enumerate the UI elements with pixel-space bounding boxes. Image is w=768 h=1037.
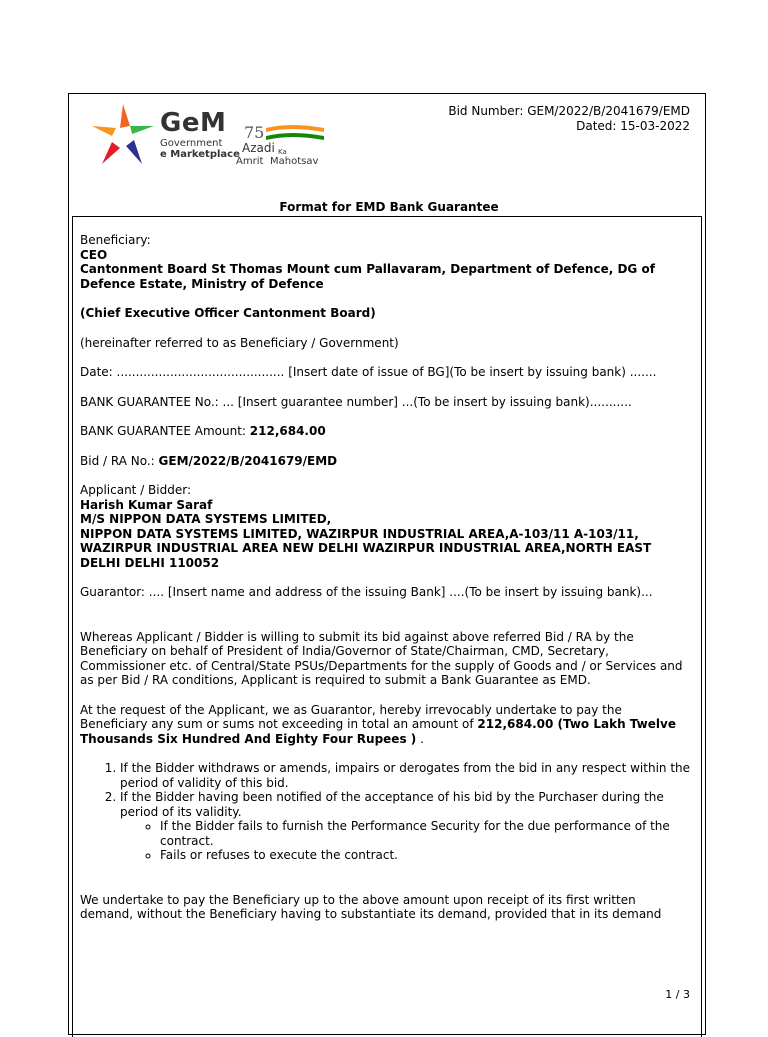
condition-item: 1. If the Bidder withdraws or amends, impairs or derogates from the bid in any respect within the period of validity of this bid. bbox=[120, 761, 692, 790]
azadi-logo-mahotsav: Mahotsav bbox=[270, 156, 319, 167]
bg-amount-value: 212,684.00 bbox=[249, 424, 326, 438]
bid-ra-line bbox=[80, 454, 692, 469]
whereas-paragraph: Whereas Applicant / Bidder is willing to submit its bid against above referred Bid / RA by the Beneficiary on behalf of President of India/Governor of State/Chairman, CMD, Secretary, Commissioner etc. of Central/State PSUs/Departments for the supply of Goods and / or Services and as per Bid / RA conditions, Applicant is required to submit a Bank Guarantee as EMD. bbox=[80, 629, 683, 687]
bg-amount-line bbox=[80, 424, 692, 439]
beneficiary-label: Beneficiary: bbox=[80, 233, 151, 247]
document-body bbox=[80, 233, 692, 937]
undertake-paragraph: We undertake to pay the Beneficiary up to the above amount upon receipt of its first written demand, without the Beneficiary having to substantiate its demand, provided that in its demand bbox=[80, 892, 662, 921]
bg-number-line: BANK GUARANTEE No.: ... [Insert guarantee number] ...(To be insert by issuing bank)........... bbox=[80, 394, 632, 409]
sub-condition-item: ◦ If the Bidder fails to furnish the Performance Security for the due performance of the contract. bbox=[160, 819, 692, 848]
bid-info bbox=[448, 104, 690, 134]
applicant-label: Applicant / Bidder: bbox=[80, 483, 191, 497]
conditions-list bbox=[80, 761, 692, 863]
bg-amount-label: BANK GUARANTEE Amount: bbox=[80, 424, 250, 438]
request-end: . bbox=[416, 731, 424, 746]
beneficiary-address: Cantonment Board St Thomas Mount cum Pallavaram, Department of Defence, DG of Defence Estate, Ministry of Defence bbox=[80, 262, 655, 291]
azadi-logo-ka: Ka bbox=[278, 148, 287, 156]
request-amount: 212,684.00 (Two Lakh Twelve Thousands Six Hundred And Eighty Four Rupees ) bbox=[80, 717, 676, 746]
document-title: Format for EMD Bank Guarantee bbox=[279, 200, 499, 214]
beneficiary-block bbox=[80, 233, 692, 291]
applicant-block bbox=[80, 483, 692, 570]
guarantor-line: Guarantor: .... [Insert name and address of the issuing Bank] ....(To be insert by issuing bank)... bbox=[80, 585, 653, 599]
azadi-logo-75: 75 bbox=[244, 123, 265, 142]
bid-ra-value: GEM/2022/B/2041679/EMD bbox=[158, 453, 338, 468]
page-number: 1 / 3 bbox=[665, 988, 690, 1001]
azadi-logo-amrit: Amrit bbox=[236, 156, 264, 167]
gem-logo bbox=[90, 102, 350, 170]
azadi-logo-azadi: Azadi bbox=[242, 141, 275, 155]
sub-condition-item: ◦ Fails or refuses to execute the contract. bbox=[160, 848, 692, 863]
gem-star-icon bbox=[90, 102, 156, 168]
azadi-ka-amrit-mahotsav-logo bbox=[236, 120, 336, 170]
bid-number: Bid Number: GEM/2022/B/2041679/EMD bbox=[448, 104, 690, 118]
date-line: Date: ............................................ [Insert date of issue of BG](To be insert by issuing bank) ....... bbox=[80, 365, 657, 379]
gem-logo-subtitle-2: e Marketplace bbox=[160, 149, 240, 160]
request-paragraph bbox=[80, 703, 692, 747]
beneficiary-name: CEO bbox=[80, 247, 108, 262]
condition-text: If the Bidder having been notified of the acceptance of his bid by the Purchaser during the period of its validity. bbox=[120, 790, 664, 819]
condition-item bbox=[120, 790, 692, 863]
request-text: At the request of the Applicant, we as Guarantor, hereby irrevocably undertake to pay the Beneficiary any sum or sums not exceeding in total an amount of bbox=[80, 702, 622, 731]
bid-date: Dated: 15-03-2022 bbox=[576, 119, 690, 133]
applicant-address: NIPPON DATA SYSTEMS LIMITED, WAZIRPUR INDUSTRIAL AREA,A-103/11 A-103/11, WAZIRPUR INDUSTRIAL AREA NEW DELHI WAZIRPUR INDUSTRIAL AREA,NORTH EAST DELHI DELHI 110052 bbox=[80, 526, 652, 570]
applicant-company: M/S NIPPON DATA SYSTEMS LIMITED, bbox=[80, 512, 332, 526]
gem-logo-title: GeM bbox=[160, 108, 227, 138]
applicant-name: Harish Kumar Saraf bbox=[80, 497, 213, 512]
bid-ra-label: Bid / RA No.: bbox=[80, 453, 159, 468]
sub-conditions-list bbox=[120, 819, 692, 863]
beneficiary-note: (hereinafter referred to as Beneficiary / Government) bbox=[80, 335, 399, 350]
gem-logo-subtitle: Government bbox=[160, 138, 223, 149]
beneficiary-designation: (Chief Executive Officer Cantonment Board) bbox=[80, 306, 376, 320]
